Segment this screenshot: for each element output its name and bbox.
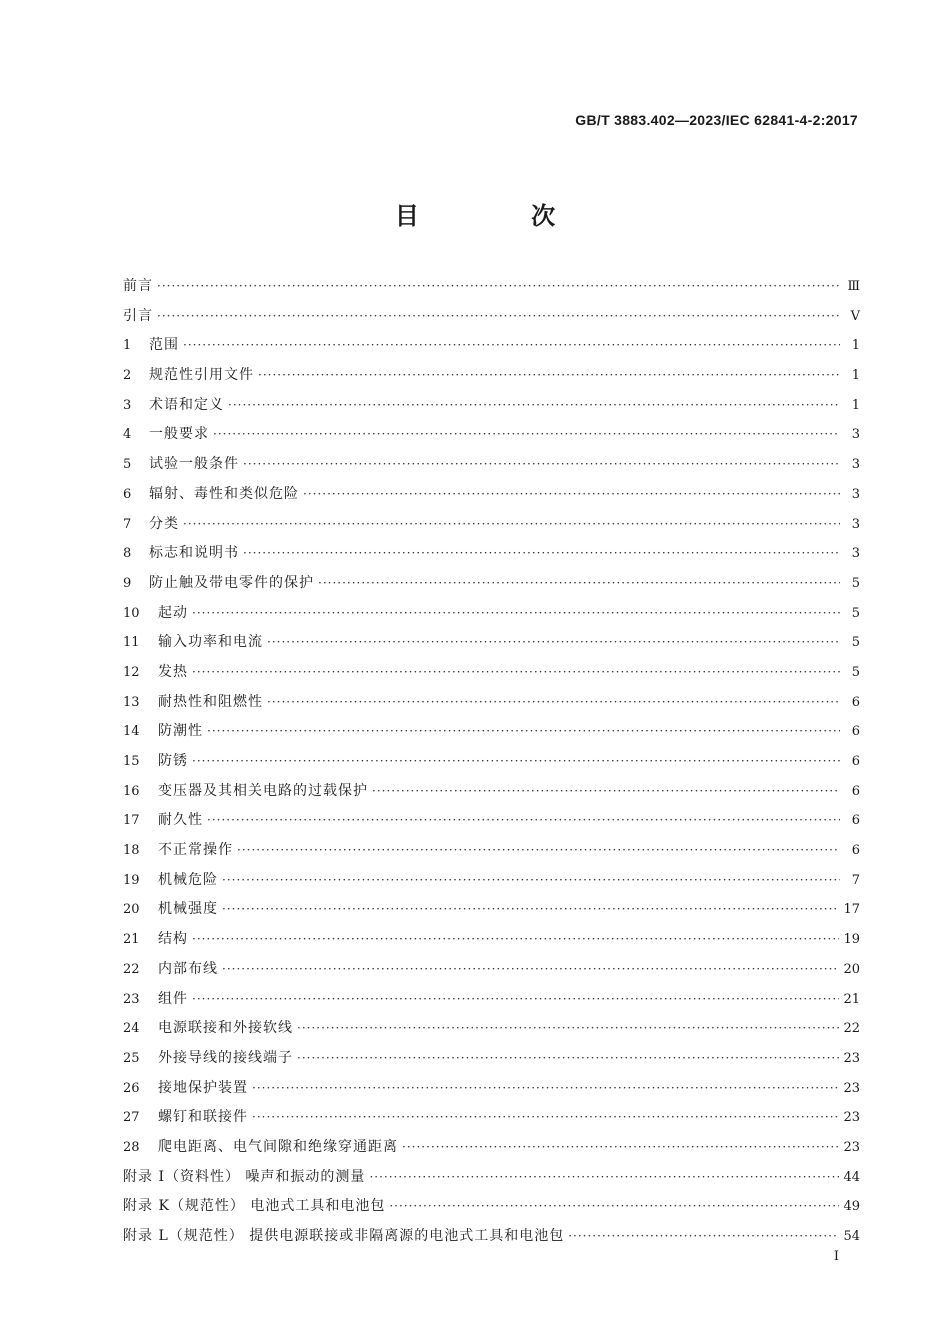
toc-entry-number: 14 [123,724,140,740]
toc-entry-number: 18 [123,843,140,859]
toc-entry[interactable] [123,747,860,777]
toc-leader-dots [402,1133,839,1163]
toc-entry[interactable] [123,302,860,332]
toc-leader-dots [372,777,840,807]
toc-leader-dots [183,510,840,540]
toc-entry-page: 6 [851,754,860,769]
toc-entry-page: 3 [851,427,860,443]
toc-entry[interactable] [123,1222,860,1252]
toc-entry-number: 8 [123,546,132,562]
toc-entry-page: 6 [851,813,860,829]
toc-leader-dots [228,391,840,421]
toc-entry-label: 术语和定义 [149,396,224,413]
toc-entry-page: 1 [851,338,860,354]
toc-entry-label: 附录 K（规范性） 电池式工具和电池包 [123,1198,386,1215]
toc-leader-dots [243,539,840,569]
toc-entry-label: 变压器及其相关电路的过载保护 [158,782,368,799]
toc-entry-number: 15 [123,754,140,769]
toc-entry[interactable] [123,628,860,658]
toc-entry-number: 28 [123,1139,140,1155]
table-of-contents [123,272,860,1252]
toc-entry-number: 3 [123,397,132,413]
toc-entry-label: 试验一般条件 [149,456,239,473]
toc-entry-number: 12 [123,664,140,680]
toc-entry-page: Ⅲ [847,279,860,294]
toc-leader-dots [207,806,840,836]
toc-entry[interactable] [123,777,860,807]
toc-entry-page: 23 [843,1139,860,1155]
toc-entry-page: 54 [843,1229,860,1244]
toc-entry-label: 机械强度 [158,901,218,918]
toc-entry-page: 23 [843,1110,860,1126]
toc-entry-page: 19 [843,932,860,948]
toc-entry[interactable] [123,806,860,836]
toc-entry-number: 26 [123,1080,140,1096]
toc-entry-label: 外接导线的接线端子 [158,1049,293,1066]
toc-entry-label: 引言 [123,307,153,324]
toc-leader-dots [192,925,839,955]
toc-entry-label: 附录 I（资料性） 噪声和振动的测量 [123,1168,366,1185]
toc-entry-label: 前言 [123,278,153,294]
toc-entry-page: 6 [851,724,860,740]
toc-entry-label: 范围 [149,337,179,354]
toc-entry-page: 23 [843,1080,860,1096]
toc-entry-number: 1 [123,338,132,354]
toc-entry-page: 23 [843,1050,860,1066]
toc-leader-dots [222,955,839,985]
toc-entry-label: 防止触及带电零件的保护 [149,574,314,591]
toc-entry-page: 6 [851,694,860,710]
toc-leader-dots [192,747,840,777]
toc-entry[interactable] [123,361,860,391]
toc-entry-label: 防潮性 [158,723,203,740]
toc-entry-page: 6 [851,843,860,859]
toc-entry-label: 耐热性和阻燃性 [158,693,263,710]
toc-entry-number: 23 [123,991,140,1007]
toc-entry-label: 发热 [158,663,188,680]
toc-entry[interactable] [123,866,860,896]
toc-entry-page: 3 [851,516,860,532]
toc-entry[interactable] [123,955,860,985]
toc-entry[interactable] [123,688,860,718]
toc-entry-page: 20 [843,961,860,977]
toc-entry-page: 5 [851,664,860,680]
toc-entry[interactable] [123,569,860,599]
toc-entry-page: Ⅴ [850,308,860,324]
toc-entry[interactable] [123,420,860,450]
toc-entry[interactable] [123,1192,860,1222]
toc-entry-number: 19 [123,872,140,888]
toc-entry[interactable] [123,272,860,302]
toc-entry-page: 17 [843,902,860,918]
toc-entry[interactable] [123,1133,860,1163]
toc-entry[interactable] [123,1163,860,1193]
toc-entry-label: 接地保护装置 [158,1079,248,1096]
toc-entry[interactable] [123,717,860,747]
toc-entry-label: 一般要求 [149,426,209,443]
toc-entry-label: 爬电距离、电气间隙和绝缘穿通距离 [158,1138,398,1155]
toc-entry-label: 内部布线 [158,960,218,977]
standard-code: GB/T 3883.402—2023/IEC 62841-4-2:2017 [575,112,858,128]
toc-entry-label: 螺钉和联接件 [158,1109,248,1126]
toc-leader-dots [222,866,840,896]
toc-entry[interactable] [123,925,860,955]
toc-entry-page: 1 [851,368,860,384]
toc-entry-number: 24 [123,1021,140,1037]
toc-leader-dots [192,658,840,688]
toc-entry-page: 1 [851,397,860,413]
toc-entry-page: 3 [851,457,860,473]
toc-entry-label: 附录 L（规范性） 提供电源联接或非隔离源的电池式工具和电池包 [123,1228,565,1244]
toc-leader-dots [213,420,840,450]
toc-leader-dots [192,985,839,1015]
toc-entry-label: 防锈 [158,753,188,769]
toc-entry-number: 27 [123,1110,140,1126]
toc-entry[interactable] [123,1103,860,1133]
toc-entry-label: 起动 [158,604,188,621]
toc-entry[interactable] [123,1044,860,1074]
toc-entry[interactable] [123,331,860,361]
toc-entry-page: 49 [843,1199,860,1215]
toc-entry-number: 16 [123,783,140,799]
toc-entry-label: 辐射、毒性和类似危险 [149,485,299,502]
toc-leader-dots [267,688,840,718]
toc-entry-page: 6 [851,783,860,799]
toc-entry[interactable] [123,895,860,925]
toc-leader-dots [369,1163,839,1193]
toc-entry-number: 21 [123,932,140,948]
toc-entry-page: 3 [851,546,860,562]
toc-leader-dots [389,1192,839,1222]
toc-leader-dots [297,1014,839,1044]
toc-leader-dots [243,450,840,480]
toc-entry[interactable] [123,450,860,480]
toc-entry[interactable] [123,985,860,1015]
toc-entry-label: 分类 [149,515,179,532]
toc-leader-dots [222,895,839,925]
toc-entry[interactable] [123,510,860,540]
toc-entry-page: 5 [851,575,860,591]
toc-leader-dots [237,836,840,866]
toc-entry-page: 44 [843,1169,860,1185]
toc-entry-label: 组件 [158,990,188,1007]
toc-leader-dots [252,1074,839,1104]
toc-entry[interactable] [123,658,860,688]
toc-entry-label: 电源联接和外接软线 [158,1020,293,1037]
toc-leader-dots [318,569,840,599]
toc-entry-page: 22 [843,1021,860,1037]
toc-entry-number: 13 [123,694,140,710]
toc-entry[interactable] [123,480,860,510]
toc-entry-number: 6 [123,486,132,502]
toc-entry-label: 不正常操作 [158,842,233,859]
toc-entry-number: 22 [123,961,140,977]
toc-leader-dots [183,331,840,361]
toc-leader-dots [303,480,840,510]
toc-entry-number: 10 [123,605,140,621]
toc-entry[interactable] [123,1074,860,1104]
toc-entry-page: 5 [851,635,860,651]
toc-entry-number: 11 [123,635,140,651]
toc-entry-number: 20 [123,902,140,918]
toc-entry-label: 标志和说明书 [149,545,239,562]
toc-leader-dots [157,272,840,302]
toc-entry-number: 4 [123,427,132,443]
toc-entry-page: 5 [851,605,860,621]
toc-leader-dots [157,302,840,332]
page-number: I [833,1249,839,1264]
toc-leader-dots [297,1044,839,1074]
toc-entry-number: 17 [123,813,140,829]
page-title: 目 次 [394,202,608,230]
toc-entry-page: 21 [843,991,860,1007]
toc-entry[interactable] [123,836,860,866]
toc-entry-label: 结构 [158,931,188,948]
toc-leader-dots [258,361,840,391]
toc-entry-number: 2 [123,368,132,384]
toc-entry-number: 25 [123,1050,140,1066]
toc-entry[interactable] [123,1014,860,1044]
toc-entry-page: 3 [851,486,860,502]
toc-entry-page: 7 [851,872,860,888]
toc-entry-number: 5 [123,457,132,473]
toc-entry-label: 耐久性 [158,812,203,829]
toc-entry[interactable] [123,539,860,569]
toc-leader-dots [568,1222,839,1252]
toc-leader-dots [192,599,840,629]
toc-entry-label: 规范性引用文件 [149,367,254,384]
toc-entry-number: 9 [123,575,132,591]
toc-leader-dots [267,628,840,658]
toc-leader-dots [252,1103,839,1133]
toc-leader-dots [207,717,840,747]
toc-entry-label: 机械危险 [158,871,218,888]
toc-entry-number: 7 [123,516,132,532]
toc-entry[interactable] [123,391,860,421]
toc-entry-label: 输入功率和电流 [158,634,263,651]
toc-entry[interactable] [123,599,860,629]
